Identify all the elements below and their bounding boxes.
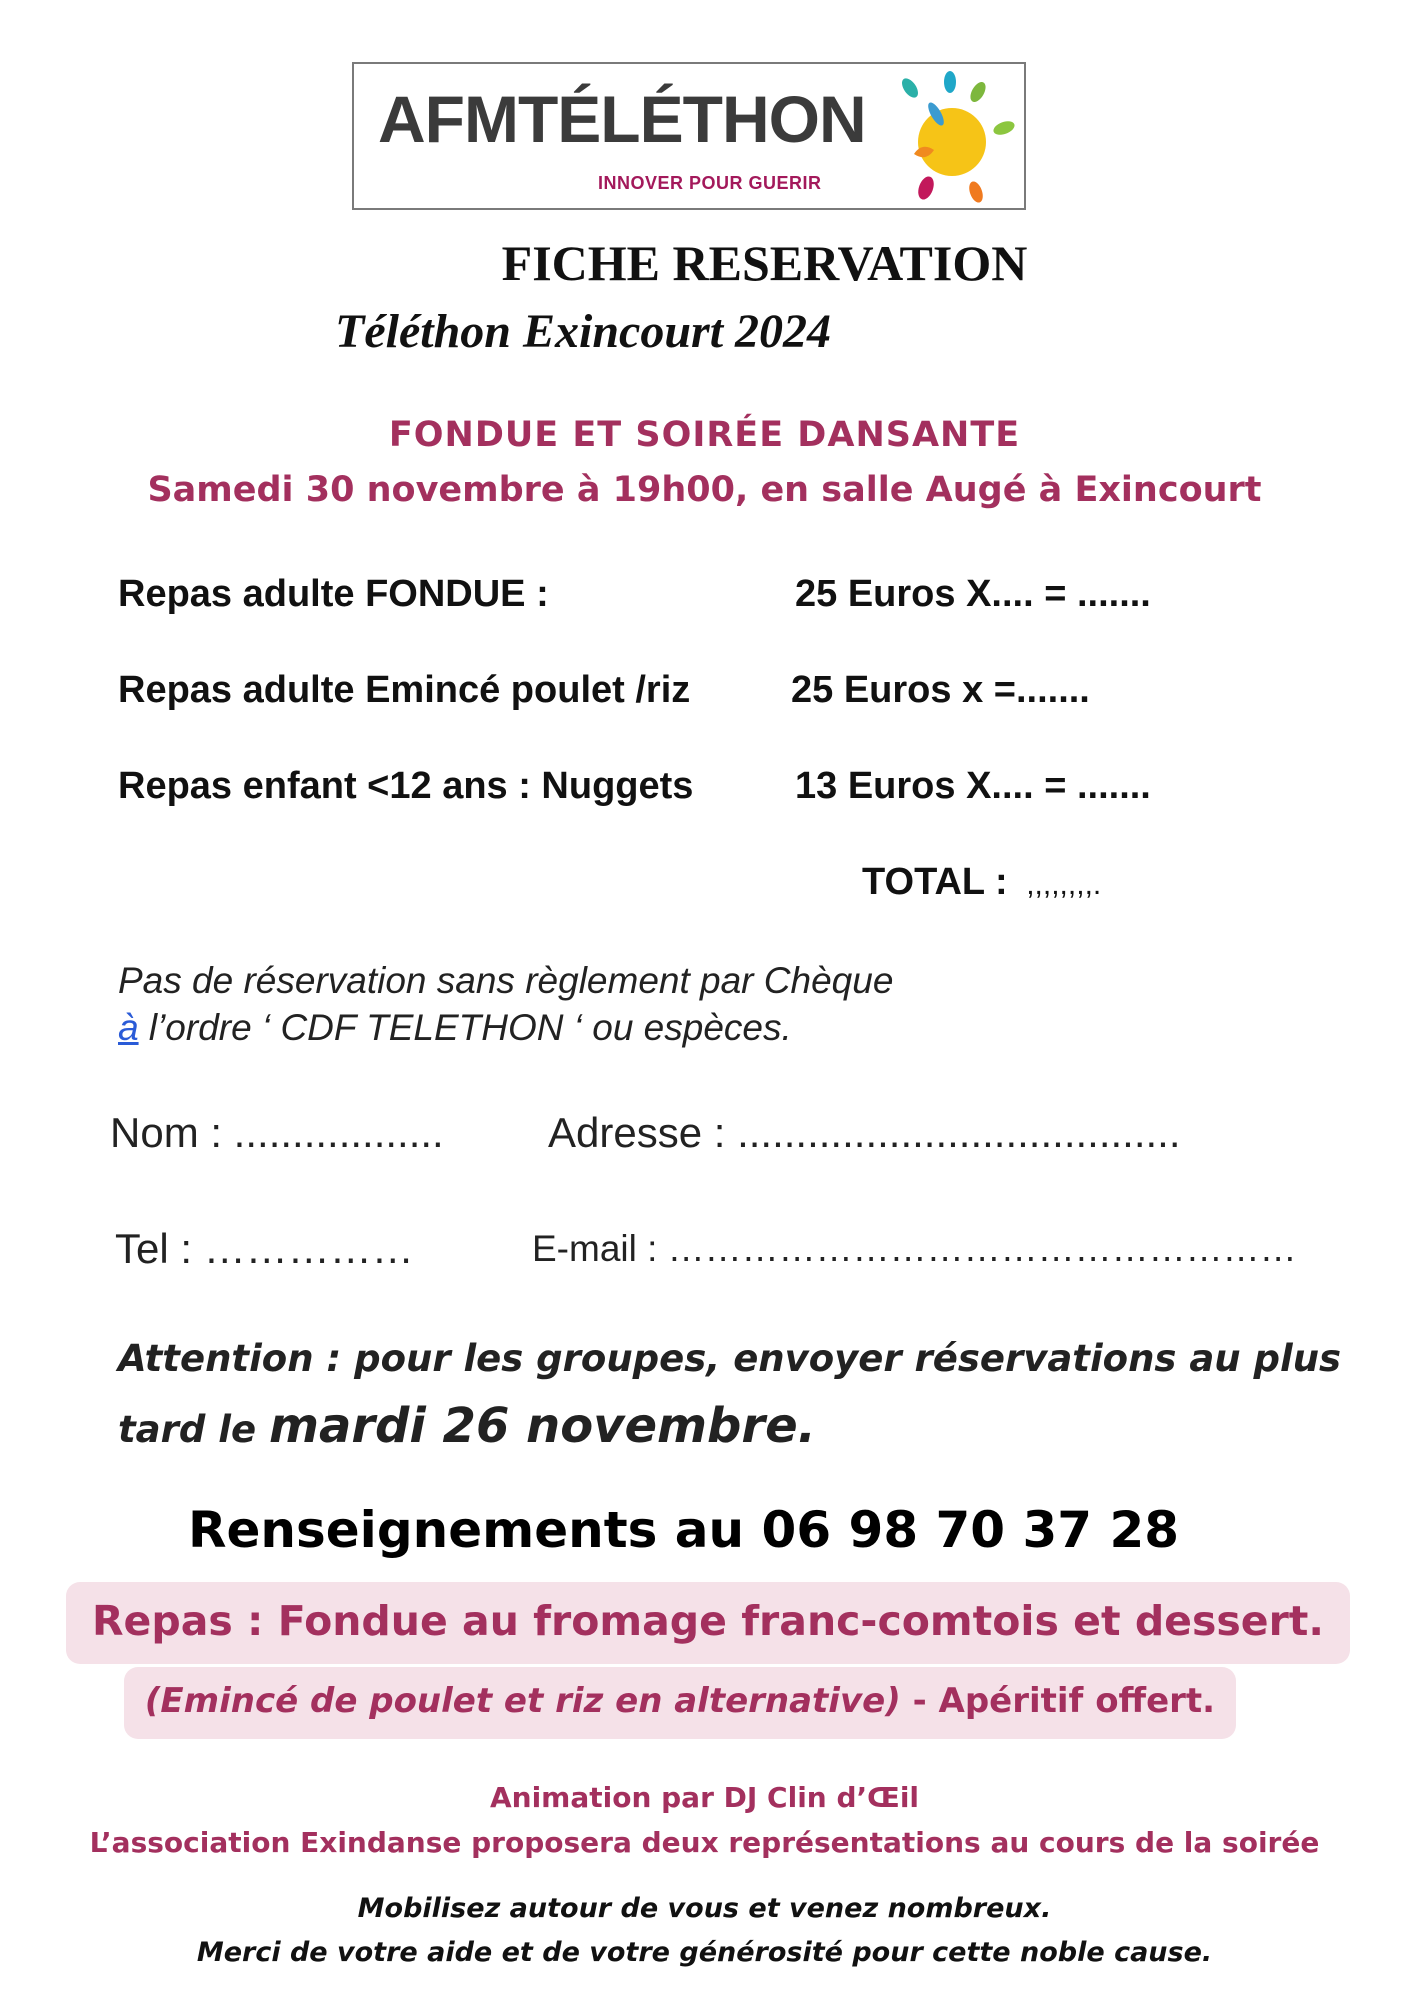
menu-repas: Repas : Fondue au fromage franc-comtois et dessert. — [91, 1597, 1324, 1645]
attention-line1: Attention : pour les groupes, envoyer réservations au plus — [118, 1337, 1342, 1380]
afm-telethon-logo — [352, 62, 1026, 210]
payment-note — [118, 957, 893, 1051]
menu-alternative-text: (Emincé de poulet et riz en alternative) — [144, 1681, 901, 1721]
sun-logo-icon — [892, 70, 1022, 206]
meal-price: 25 Euros X.... = ....... — [795, 573, 1151, 615]
event-title: FONDUE ET SOIRÉE DANSANTE — [388, 415, 1021, 455]
menu-aperitif: - Apéritif offert. — [900, 1681, 1216, 1721]
page-title: FICHE RESERVATION — [501, 235, 1028, 291]
total-row — [862, 863, 1101, 901]
adresse-field[interactable]: Adresse : ...................................... — [548, 1109, 1181, 1156]
attention-line2 — [118, 1398, 816, 1454]
email-field[interactable]: E-mail : …………………………………………… — [532, 1228, 1297, 1269]
meal-label: Repas adulte FONDUE : — [118, 573, 549, 615]
attention-deadline: mardi 26 novembre. — [268, 1398, 816, 1454]
payment-note-line1: Pas de réservation sans règlement par Chèque — [118, 960, 894, 1001]
menu-alternative — [124, 1681, 1236, 1721]
meal-label: Repas enfant <12 ans : Nuggets — [118, 765, 694, 807]
total-label: TOTAL : — [862, 861, 1008, 903]
page-subtitle: Téléthon Exincourt 2024 — [335, 305, 832, 358]
animation-association: L’association Exindanse proposera deux représentations au cours de la soirée — [89, 1826, 1320, 1859]
nom-field[interactable]: Nom : .................. — [110, 1109, 444, 1156]
logo-brand-text: AFMTÉLÉTHON — [378, 82, 866, 156]
attention-prefix: tard le — [118, 1408, 269, 1451]
logo-tagline: INNOVER POUR GUERIR — [598, 173, 822, 193]
tel-field[interactable]: Tel : …………… — [115, 1225, 414, 1272]
contact-phone: Renseignements au 06 98 70 37 28 — [188, 1501, 1180, 1559]
total-value: ,,,,,,,,. — [1026, 868, 1102, 901]
animation-dj: Animation par DJ Clin d’Œil — [489, 1781, 920, 1814]
meal-price: 13 Euros X.... = ....... — [795, 765, 1151, 807]
meal-label: Repas adulte Emincé poulet /riz — [118, 669, 691, 711]
payment-note-rest: l’ordre ‘ CDF TELETHON ‘ ou espèces. — [138, 1007, 792, 1048]
closing-mobilise: Mobilisez autour de vous et venez nombreux. — [357, 1893, 1052, 1924]
payment-note-line2 — [118, 1004, 893, 1051]
meal-price: 25 Euros x =....... — [791, 669, 1090, 711]
closing-merci: Merci de votre aide et de votre générosité pour cette noble cause. — [196, 1937, 1213, 1968]
event-date-place: Samedi 30 novembre à 19h00, en salle Augé à Exincourt — [147, 470, 1262, 510]
payment-note-prefix: à — [118, 1007, 139, 1048]
